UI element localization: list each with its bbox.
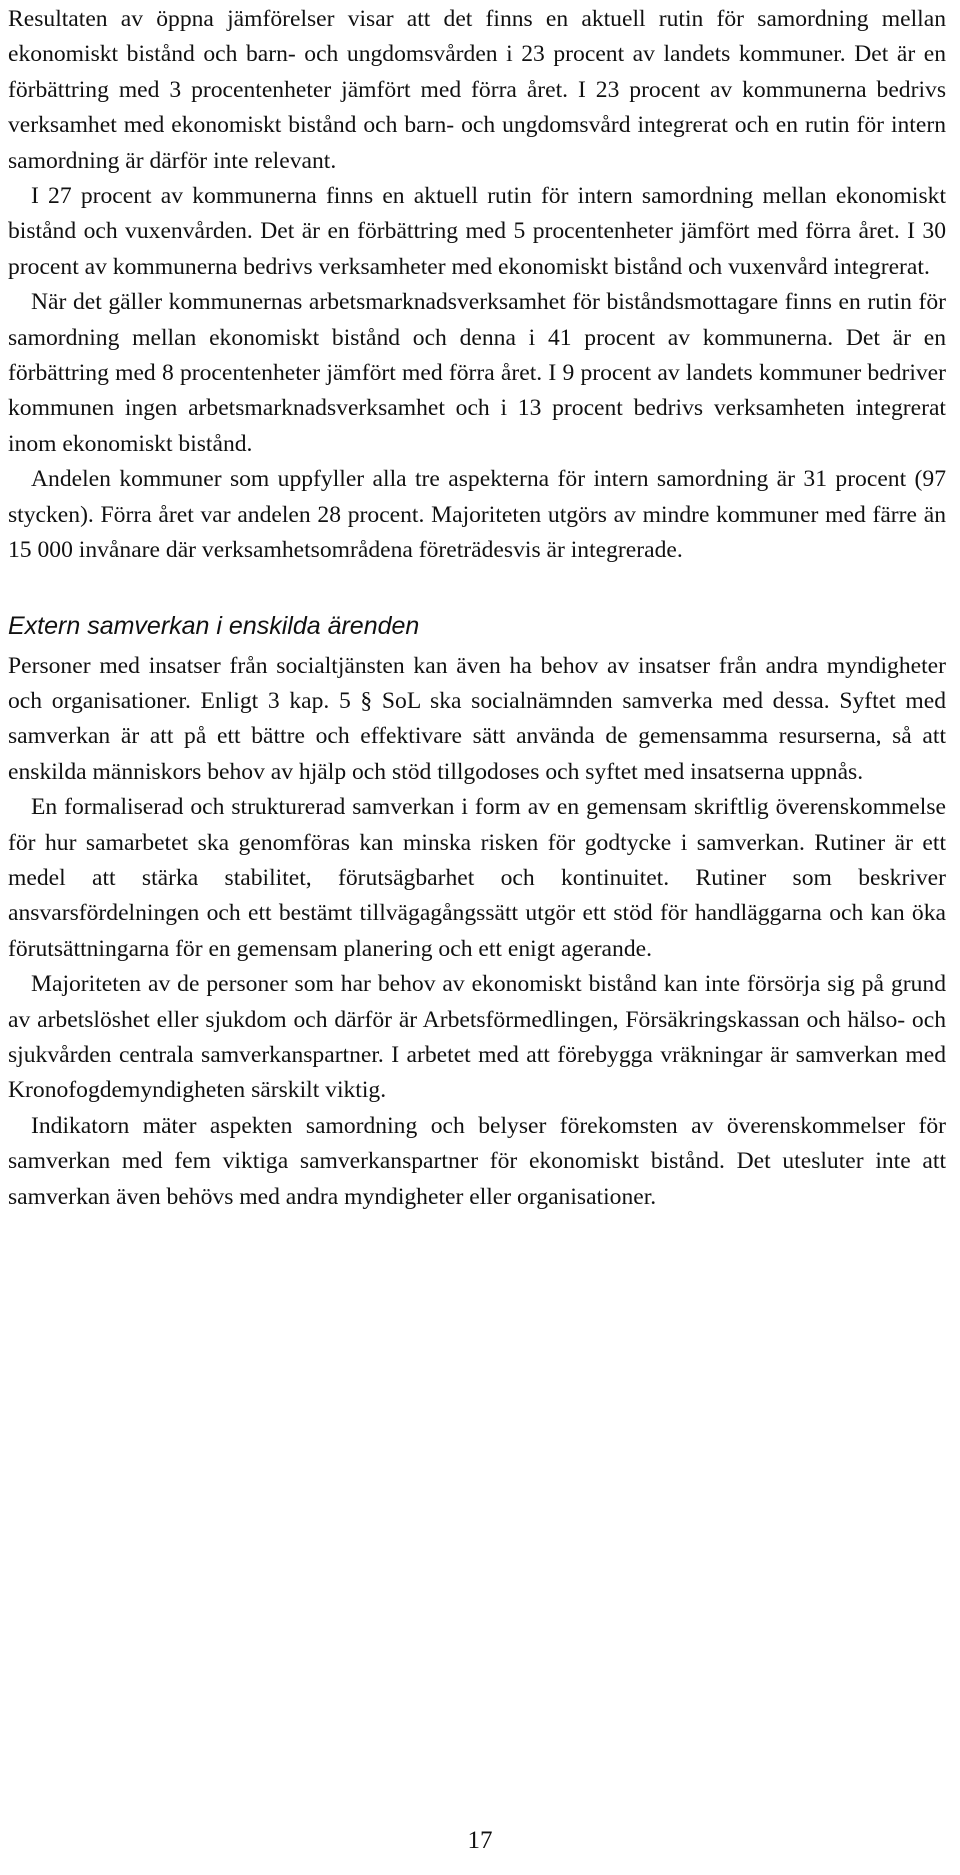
document-page bbox=[8, 2, 946, 1215]
paragraph-samverkan-intro: Personer med insatser från socialtjänsten kan även ha behov av insatser från andra myndigheter och organisationer. Enligt 3 kap. 5 § SoL ska socialnämnden samverka med dessa. Syftet med samverkan är att på ett bättre och effektivare sätt använda de gemensamma resurserna, så att enskilda människors behov av hjälp och stöd tillgodoses och syftet med insatserna uppnås. bbox=[8, 652, 946, 785]
section-heading-extern-samverkan: Extern samverkan i enskilda ärenden bbox=[8, 611, 420, 640]
paragraph-vuxenvard: I 27 procent av kommunerna finns en aktuell rutin för intern samordning mellan ekonomiskt bistånd och vuxenvården. Det är en förbättring med 5 procentenheter jämfört med förra året. I 30 procent av kommunerna bedrivs verksamheter med ekonomiskt bistånd och vuxenvård integrerat. bbox=[8, 183, 946, 280]
paragraph-formaliserad-samverkan: En formaliserad och strukturerad samverkan i form av en gemensam skriftlig överenskommelse för hur samarbetet ska genomföras kan minska risken för godtycke i samverkan. Rutiner är ett medel att stärka stabilitet, förutsägbarhet och kontinuitet. Rutiner som beskriver ansvarsfördelningen och ett bestämt tillvägagångssätt utgör ett stöd för handläggarna och kan öka förutsättningarna för en gemensam planering och ett enigt agerande. bbox=[8, 794, 946, 962]
paragraph-arbetsmarknad: När det gäller kommunernas arbetsmarknadsverksamhet för biståndsmottagare finns en rutin för samordning mellan ekonomiskt bistånd och denna i 41 procent av kommunerna. Det är en förbättring med 8 procentenheter jämfört med förra året. I 9 procent av landets kommuner bedriver kommunen ingen arbetsmarknadsverksamhet och i 13 procent bedrivs verksamheten integrerat inom ekonomiskt bistånd. bbox=[8, 289, 946, 457]
paragraph-indikatorn: Indikatorn mäter aspekten samordning och belyser förekomsten av överenskommelser för samverkan med fem viktiga samverkanspartner för ekonomiskt bistånd. Det utesluter inte att samverkan även behövs med andra myndigheter eller organisationer. bbox=[8, 1112, 946, 1210]
paragraph-intern-samordning-summary: Andelen kommuner som uppfyller alla tre aspekterna för intern samordning är 31 procent (97 stycken). Förra året var andelen 28 procent. Majoriteten utgörs av mindre kommuner med färre än 15 000 invånare där verksamhetsområdena företrädesvis är integrerade. bbox=[8, 466, 946, 564]
page-number: 17 bbox=[467, 1827, 493, 1854]
paragraph-barn-ungdomsvard: Resultaten av öppna jämförelser visar att det finns en aktuell rutin för samordning mellan ekonomiskt bistånd och barn- och ungdomsvården i 23 procent av landets kommuner. Det är en förbättring med 3 procentenheter jämfört med förra året. I 23 procent av kommunerna bedrivs verksamhet med ekonomiskt bistånd och barn- och ungdomsvård integrerat och en rutin för intern samordning är därför inte relevant. bbox=[8, 6, 946, 174]
paragraph-samverkanspartner: Majoriteten av de personer som har behov av ekonomiskt bistånd kan inte försörja sig på grund av arbetslöshet eller sjukdom och därför är Arbetsförmedlingen, Försäkringskassan och hälso- och sjukvården centrala samverkanspartner. I arbetet med att förebygga vräkningar är samverkan med Kronofogdemyndigheten särskilt viktig. bbox=[8, 971, 946, 1104]
